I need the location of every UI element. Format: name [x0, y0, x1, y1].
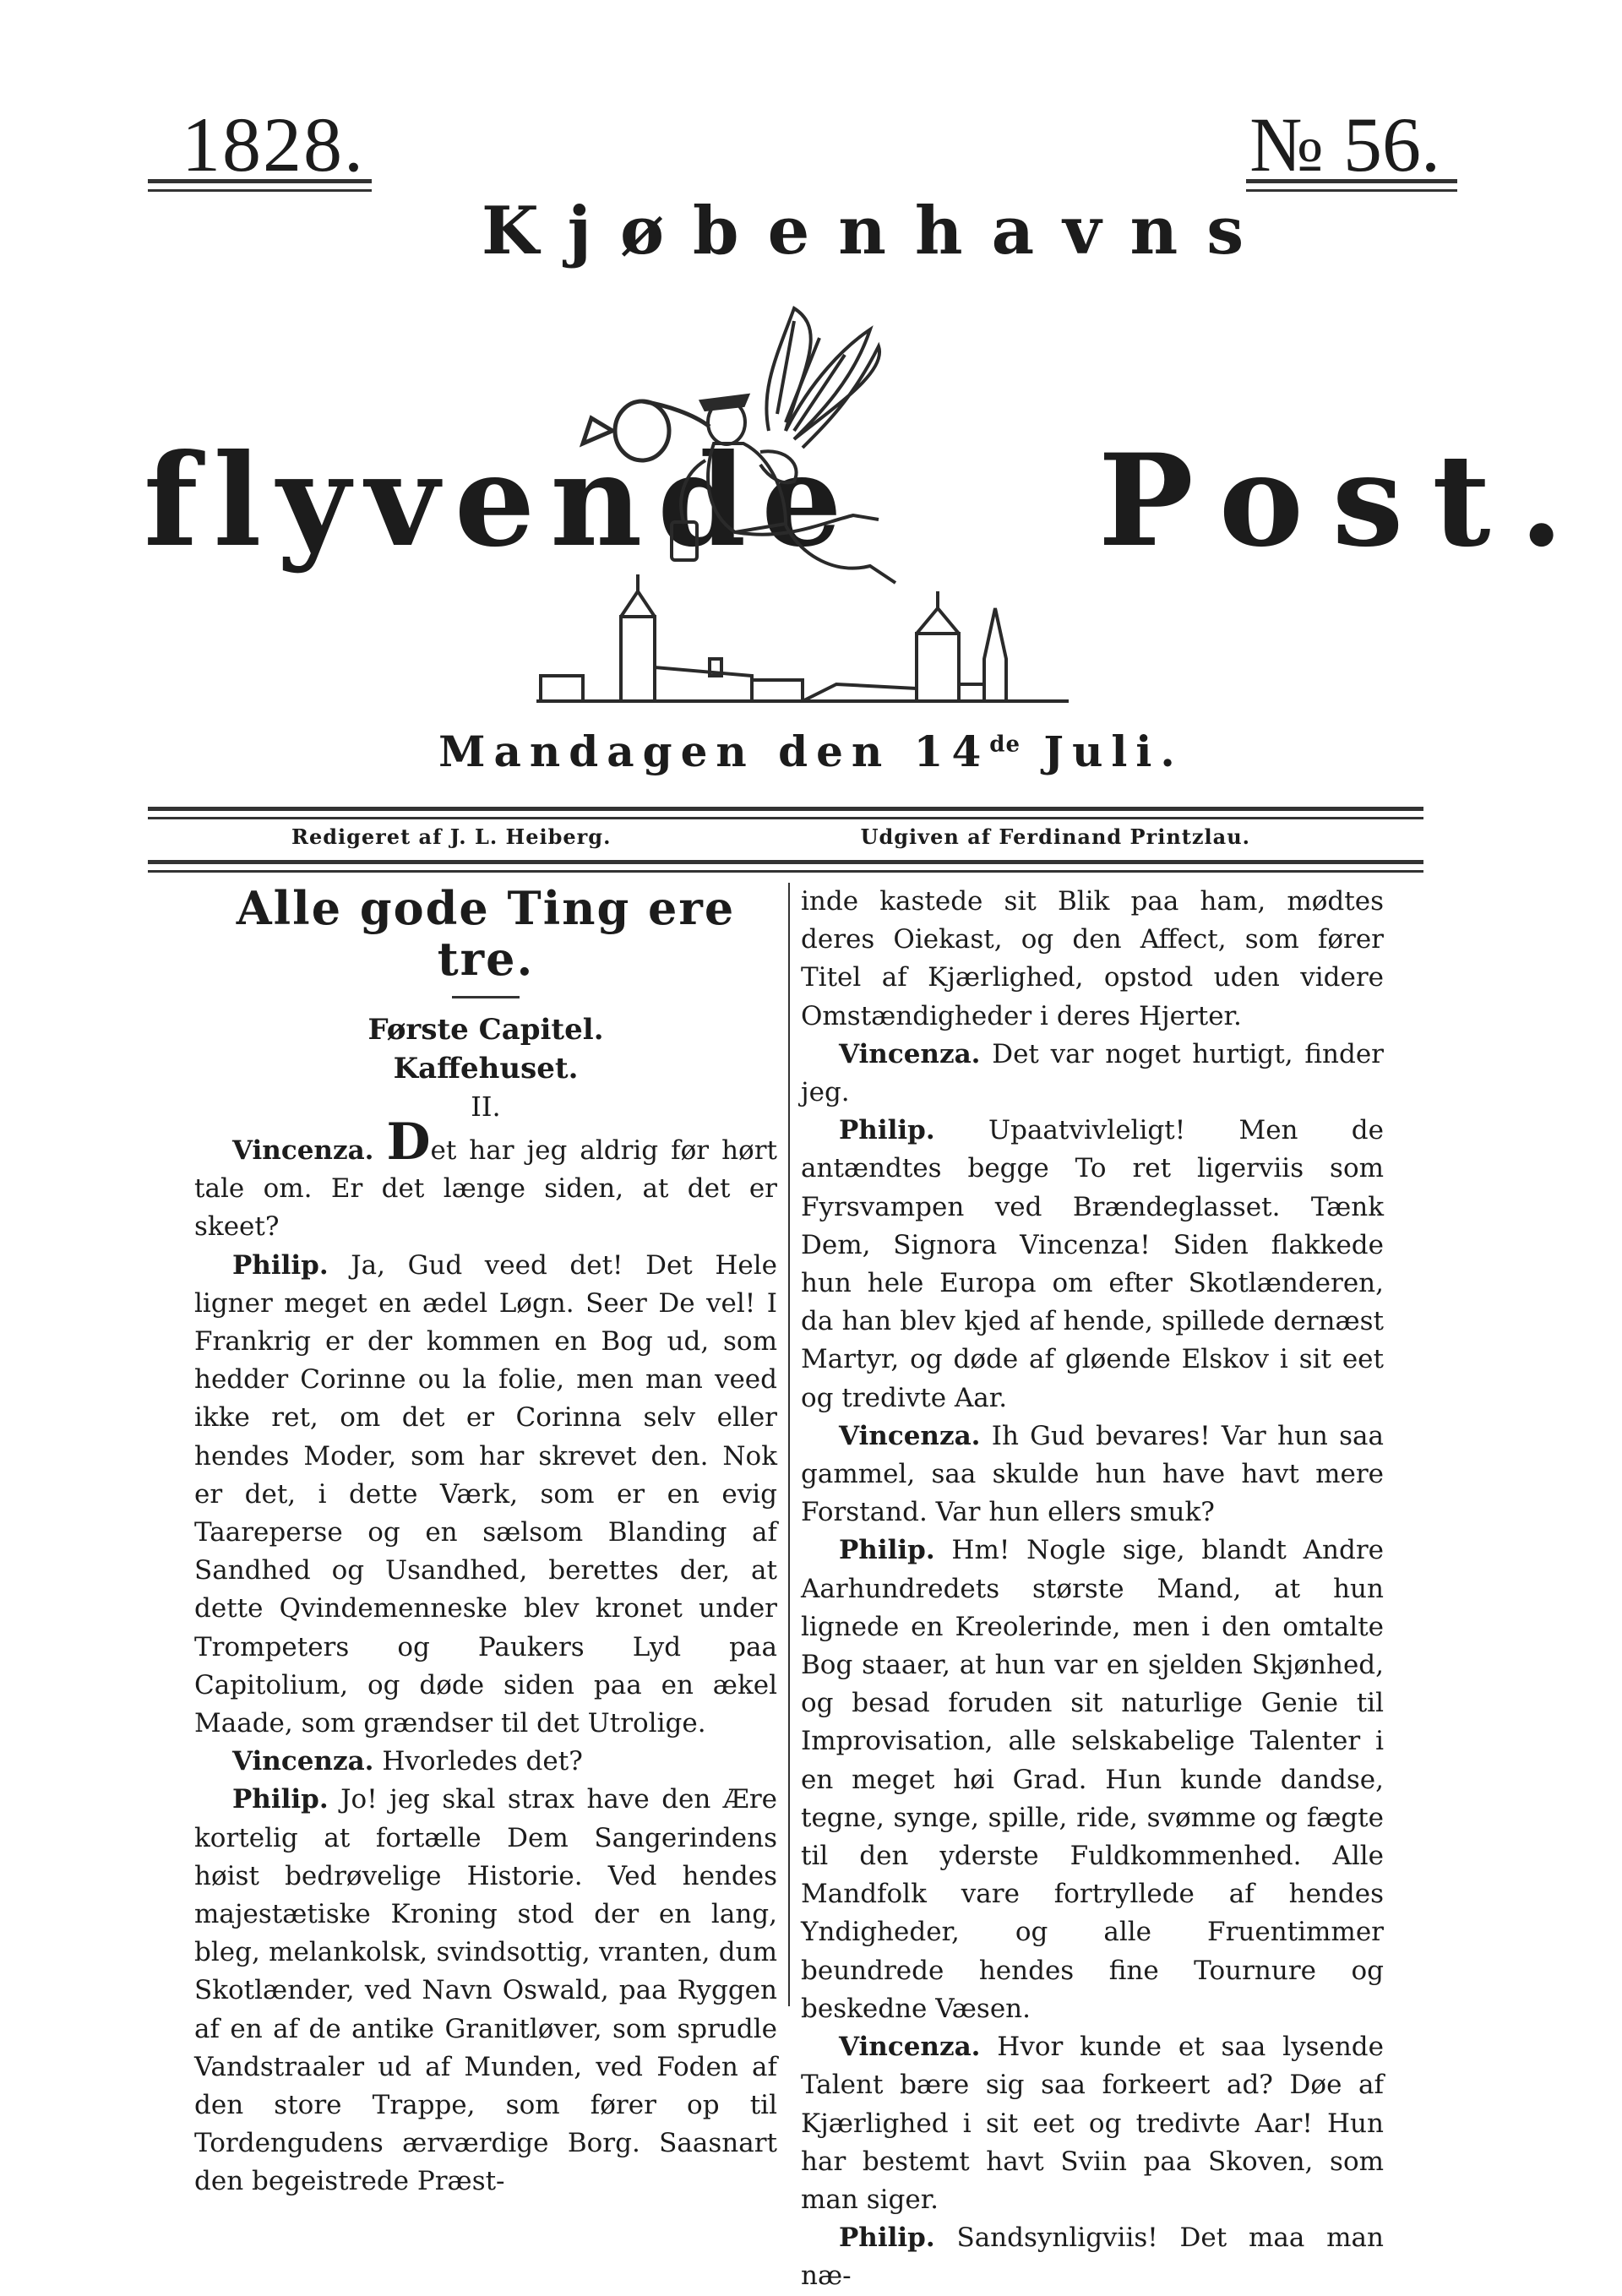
dialogue-text: Hvorledes det? [382, 1746, 583, 1777]
dialogue-paragraph [801, 1112, 1384, 1417]
dialogue-text: Ih Gud bevares! Var hun saa gammel, saa skulde hun have havt mere Forstand. Var hun ellers smuk? [801, 1420, 1384, 1528]
masthead-rule-bottom [148, 860, 1423, 873]
article-headline: Alle gode Ting ere tre. [236, 881, 736, 986]
dialogue-paragraph [194, 1113, 777, 1247]
dialogue-paragraph [801, 883, 1384, 1036]
part-heading: II. [471, 1091, 501, 1123]
speaker-name: Vincenza. [839, 1038, 981, 1069]
publisher-credit: Udgiven af Ferdinand Printzlau. [860, 824, 1250, 849]
dialogue-paragraph [801, 2028, 1384, 2219]
editor-credit: Redigeret af J. L. Heiberg. [291, 824, 612, 849]
dialogue-paragraph [801, 1532, 1384, 2028]
speaker-name: Philip. [839, 1115, 935, 1146]
dialogue-text: Jo! jeg skal strax have den Ære kortelig at fortælle Dem Sangerindens høist bedrøvelige Historie. Ved hendes majestætiske Kroning stod der en lang, bleg, melankolsk, svindsottig, vranten, dum Skotlænder, ved Navn Oswald, paa Ryggen af en af de antike Granitløver, som sprudle Vandstraaler ud af Munden, ved Foden af den store Trappe, som fører op til Tordengudens ærværdige Borg. Saasnart den begeistrede Præst- [194, 1784, 778, 2197]
dialogue-text: Sandsynligviis! Det maa man næ- [801, 2223, 1384, 2292]
speaker-name: Vincenza. [839, 1420, 981, 1451]
dialogue-text: et har jeg aldrig før hørt tale om. Er det længe siden, at det er skeet? [194, 1135, 777, 1243]
city-skyline-illustration [536, 574, 1069, 701]
article-column-left [194, 883, 777, 2201]
column-divider [788, 883, 790, 2006]
chapter-heading: Første Capitel. [367, 1013, 604, 1047]
speaker-name: Philip. [232, 1784, 329, 1815]
date-prefix: Mandagen den 14 [438, 726, 990, 776]
date-month: Juli. [1043, 726, 1184, 776]
dialogue-paragraph [801, 2219, 1384, 2295]
masthead-title-right: Post. [1098, 427, 1592, 575]
dialogue-text: Hm! Nogle sige, blandt Andre Aarhundredets største Mand, at hun lignede en Kreolerinde, men i den omtalte Bog staaer, at hun var en sjelden Skjønhed, og besad foruden sit naturlige Genie til Improvisation, alle selskabelige Talenter i en meget høi Grad. Hun kunde dandse, tegne, synge, spille, ride, svømme og fægte til den yderste Fuldkommenhed. Alle Mandfolk vare fortryllede af hendes Yndigheder, og alle Fruentimmer beundrede hendes fine Tournure og beskedne Væsen. [801, 1535, 1384, 2024]
dialogue-text: Ja, Gud veed det! Det Hele ligner meget en ædel Løgn. Seer De vel! I Frankrig er der kommen en Bog ud, som hedder Corinne ou la folie, men man veed ikke ret, om det er Corinna selv eller hendes Moder, som har skrevet den. Nok er det, i dette Værk, som er en evig Taareperse og en sælsom Blanding af Sandhed og Usandhed, berettes der, at dette Qvindemenneske blev kronet under Trompeters og Paukers Lyd paa Capitolium, og døde siden paa en ækel Maade, som grændser til det Utrolige. [194, 1249, 777, 1739]
dialogue-text: Det var noget hurtigt, finder jeg. [801, 1038, 1385, 1108]
year-underline [148, 179, 372, 192]
dialogue-text: Hvor kunde et saa lysende Talent bære sig saa forkeert ad? Døe af Kjærlighed i sit eet og tredivte Aar! Hun har bestemt havt Sviin paa Skoven, som man siger. [801, 2032, 1384, 2215]
speaker-name: Philip. [839, 2223, 935, 2254]
issue-year: 1828. [182, 101, 365, 188]
dialogue-paragraph [194, 1743, 777, 1781]
drop-cap: D [386, 1113, 431, 1172]
speaker-name: Philip. [232, 1249, 329, 1281]
dialogue-paragraph [194, 1247, 777, 1744]
number-underline [1246, 179, 1457, 192]
masthead-rule-top [148, 807, 1423, 819]
speaker-name: Vincenza. [839, 2032, 981, 2063]
headline-rule [452, 996, 520, 998]
speaker-name: Vincenza. [232, 1135, 374, 1166]
speaker-name: Vincenza. [232, 1746, 374, 1777]
dialogue-paragraph [194, 1781, 777, 2201]
article-column-right [801, 883, 1384, 2296]
post-horn-illustration [583, 401, 710, 460]
issue-number: № 56. [1249, 101, 1440, 188]
section-heading: Kaffehuset. [393, 1052, 579, 1085]
wing-illustration [766, 308, 879, 448]
dialogue-text: Upaatvivleligt! Men de antændtes begge To ret ligerviis som Fyrsvampen ved Brændeglasset. Tænk Dem, Signora Vincenza! Siden flakkede hun hele Europa om efter Skotlænderen, da han blev kjed af hende, spillede dernæst Martyr, og døde af gløende Elskov i sit eet og tredivte Aar. [801, 1115, 1384, 1413]
dialogue-paragraph [801, 1036, 1384, 1112]
masthead-title-left: flyvende [144, 427, 857, 575]
dialogue-text: inde kastede sit Blik paa ham, mødtes deres Oiekast, og den Affect, som fører Titel af Kjærlighed, opstod uden videre Omstændigheder i deres Hjerter. [801, 886, 1384, 1031]
flying-postman-emblem [532, 304, 1073, 726]
issue-dateline [0, 726, 1622, 776]
dialogue-paragraph [801, 1417, 1384, 1532]
date-suffix: de [989, 732, 1021, 758]
speaker-name: Philip. [839, 1535, 935, 1566]
masthead-title-top: Kjøbenhavns [482, 193, 1273, 269]
